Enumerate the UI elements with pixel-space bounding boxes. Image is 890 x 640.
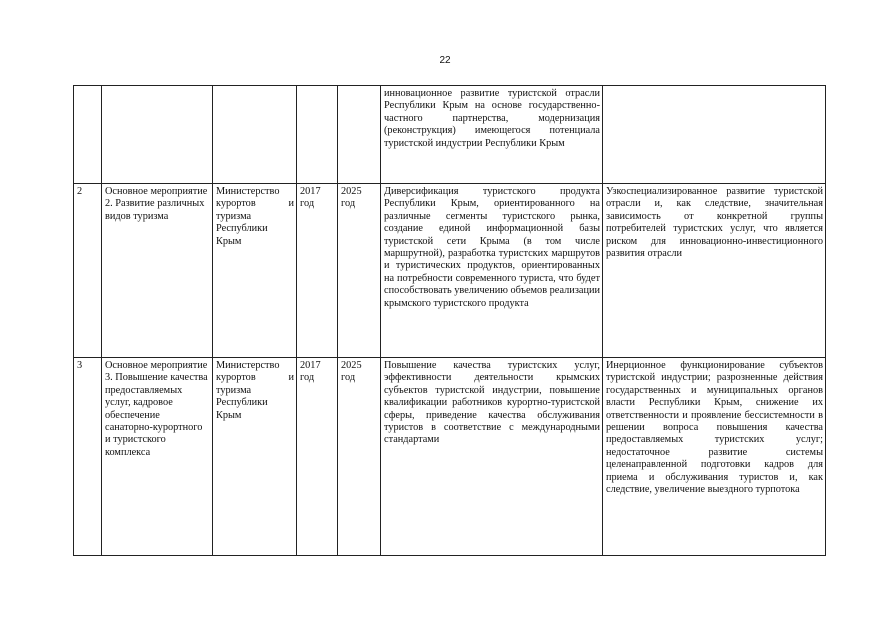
end-year-cell (338, 86, 381, 184)
activity-name-cell: Основное мероприятие 3. Повышение качества предоставляемых услуг, кадровое обеспечение санаторно-курортного и туристского комплекса (102, 358, 213, 556)
table-row (74, 358, 826, 556)
activity-name-cell (102, 86, 213, 184)
page-number: 22 (439, 55, 451, 66)
table-row (74, 184, 826, 358)
start-year-cell (297, 86, 338, 184)
row-number-cell: 2 (74, 184, 102, 358)
start-year-cell: 2017 год (297, 358, 338, 556)
risk-cell (603, 86, 826, 184)
end-year-cell: 2025 год (338, 184, 381, 358)
risk-cell: Инерционное функционирование субъектов туристской индустрии; разрозненные действия государственных и муниципальных органов власти Республики Крым, снижение их ответственности и проявление бессистемности в решении вопроса повышения качества предоставляемых туристских услуг; недостаточное развитие системы целенаправленной подготовки кадров для приема и обслуживания туристов и, как следствие, увеличение выездного турпотока (603, 358, 826, 556)
row-number-cell (74, 86, 102, 184)
row-number-cell: 3 (74, 358, 102, 556)
end-year-cell: 2025 год (338, 358, 381, 556)
executor-cell: Министерство курортов и туризма Республики Крым (213, 184, 297, 358)
expected-result-cell: инновационное развитие туристской отрасли Республики Крым на основе государственно-частного партнерства, модернизация (реконструкция) имеющегося потенциала туристской индустрии Республики Крым (381, 86, 603, 184)
executor-cell: Министерство курортов и туризма Республики Крым (213, 358, 297, 556)
expected-result-cell: Повышение качества туристских услуг, эффективности деятельности крымских субъектов туристской индустрии, повышение квалификации работников курортно-туристской сферы, приведение качества обслуживания туристов в соответствие с международными стандартами (381, 358, 603, 556)
risk-cell: Узкоспециализированное развитие туристской отрасли и, как следствие, значительная зависимость от конкретной группы потребителей туристских услуг, что является риском для инновационно-инвестиционного развития отрасли (603, 184, 826, 358)
table-row (74, 86, 826, 184)
start-year-cell: 2017 год (297, 184, 338, 358)
activity-name-cell: Основное мероприятие 2. Развитие различных видов туризма (102, 184, 213, 358)
activities-table (73, 85, 826, 556)
expected-result-cell: Диверсификация туристского продукта Республики Крым, ориентированного на различные сегменты туристского рынка, создание единой информационной базы туристской сети Крыма (в том числе маршрутной), разработка туристских маршрутов и туристических продуктов, ориентированных на потребности современного туриста, что будет способствовать увеличению объемов реализации крымского туристского продукта (381, 184, 603, 358)
executor-cell (213, 86, 297, 184)
